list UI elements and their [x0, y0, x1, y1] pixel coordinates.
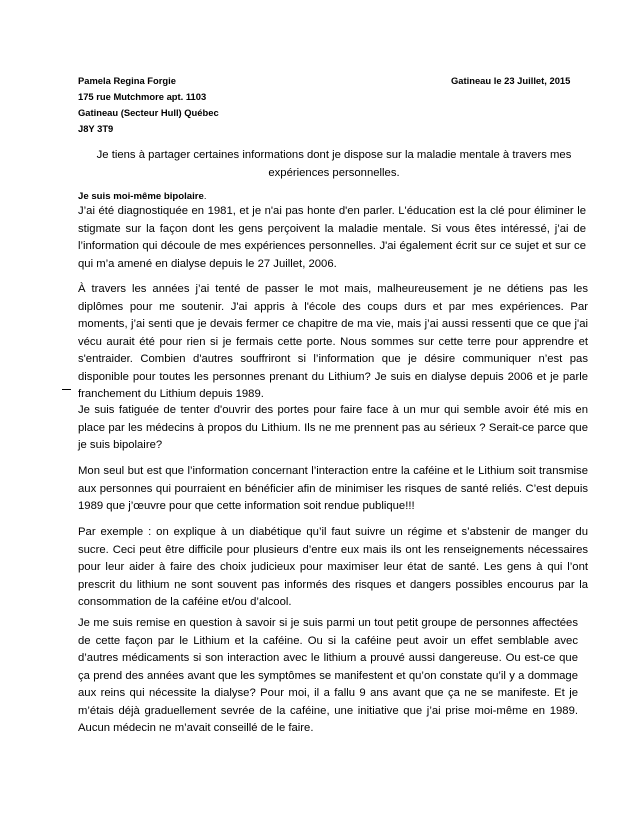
sender-name: Pamela Regina Forgie [78, 75, 176, 86]
margin-dash [62, 389, 71, 390]
sender-address-block [78, 73, 219, 137]
sender-street: 175 rue Mutchmore apt. 1103 [78, 91, 207, 102]
paragraph-example: Par exemple : on explique à un diabétique qu’il faut suivre un régime et s’abstenir de manger du sucre. Ceci peut être difficile pour plusieurs d’entre eux mais ils ont les renseignements nécessaires pour leur aider à faire des choix judicieux pour maximiser leur état de santé. Les gens à qui l’ont prescrit du lithium ne sont souvent pas informés des risques et dangers possibles encourus par la consommation de la caféine et/ou d’alcool. [78, 526, 588, 608]
subheading-period: . [203, 191, 207, 202]
subheading [78, 191, 207, 202]
paragraph-goal: Mon seul but est que l’information concernant l’interaction entre la caféine et le Lithium soit transmise aux personnes qui pourraient en bénéficier afin de minimiser les risques de santé reliés. C’est depuis 1989 que j’œuvre pour que cette information soit rendue publique!!! [78, 465, 588, 512]
paragraph-questioning: Je me suis remise en question à savoir si je suis parmi un tout petit groupe de personnes affectées de cette façon par le Lithium et la caféine. Ou si la caféine peut avoir un effet semblable avec d’autres médicaments si son interaction avec le lithium a prouvé aussi dangereuse. Ou est-ce que ça prend des années avant que les symptômes se manifestent et qu’on constate qu’il y a dommage aux reins qui nécessite la dialyse? Pour moi, il a fallu 9 ans avant que ça ne se manifeste. Et je m’étais déjà graduellement sevrée de la caféine, une initiative que j’ai prise moi-même en 1989. Aucun médecin ne m’avait conseillé de le faire. [78, 617, 578, 734]
paragraph-diagnosis: J’ai été diagnostiquée en 1981, et je n'ai pas honte d'en parler. L'éducation est la clé pour éliminer le stigmate sur la façon dont les gens perçoivent la maladie mentale. Si vous êtes intéressé, j’ai de l’information qui découle de mes expériences personnelles. J'ai également écrit sur ce sujet et sur ce qui m’a amené en dialyse depuis le 27 Juillet, 2006. [78, 205, 586, 270]
paragraph-experience: À travers les années j’ai tenté de passer le mot mais, malheureusement je ne détiens pas les diplômes pour me soutenir. J'ai appris à l'école des coups durs et par mes expériences. Par moments, j’ai senti que je devais fermer ce chapitre de ma vie, mais j’ai aussi ressenti que ce que j'ai vécu aurait été pour rien si je fermais cette porte. Nous sommes sur cette terre pour apprendre et s'entraider. Combien d'autres souffriront si l’information que je désire communiquer n’est pas disponible pour toutes les personnes prenant du Lithium? Je suis en dialyse depuis 2006 et je parle franchement du Lithium depuis 1989. [78, 283, 588, 400]
sender-city: Gatineau (Secteur Hull) Québec [78, 107, 219, 118]
intro-statement: Je tiens à partager certaines informations dont je dispose sur la maladie mentale à travers mes expériences personnelles. [96, 149, 572, 179]
sender-postal-code: J8Y 3T9 [78, 123, 114, 134]
subheading-text: Je suis moi-même bipolaire [78, 191, 204, 202]
place-date: Gatineau le 23 Juillet, 2015 [451, 75, 571, 86]
paragraph-fatigue: Je suis fatiguée de tenter d'ouvrir des portes pour faire face à un mur qui semble avoir été mis en place par les médecins à propos du Lithium. Ils ne me prennent pas au sérieux ? Serait-ce parce que je suis bipolaire? [78, 404, 588, 451]
